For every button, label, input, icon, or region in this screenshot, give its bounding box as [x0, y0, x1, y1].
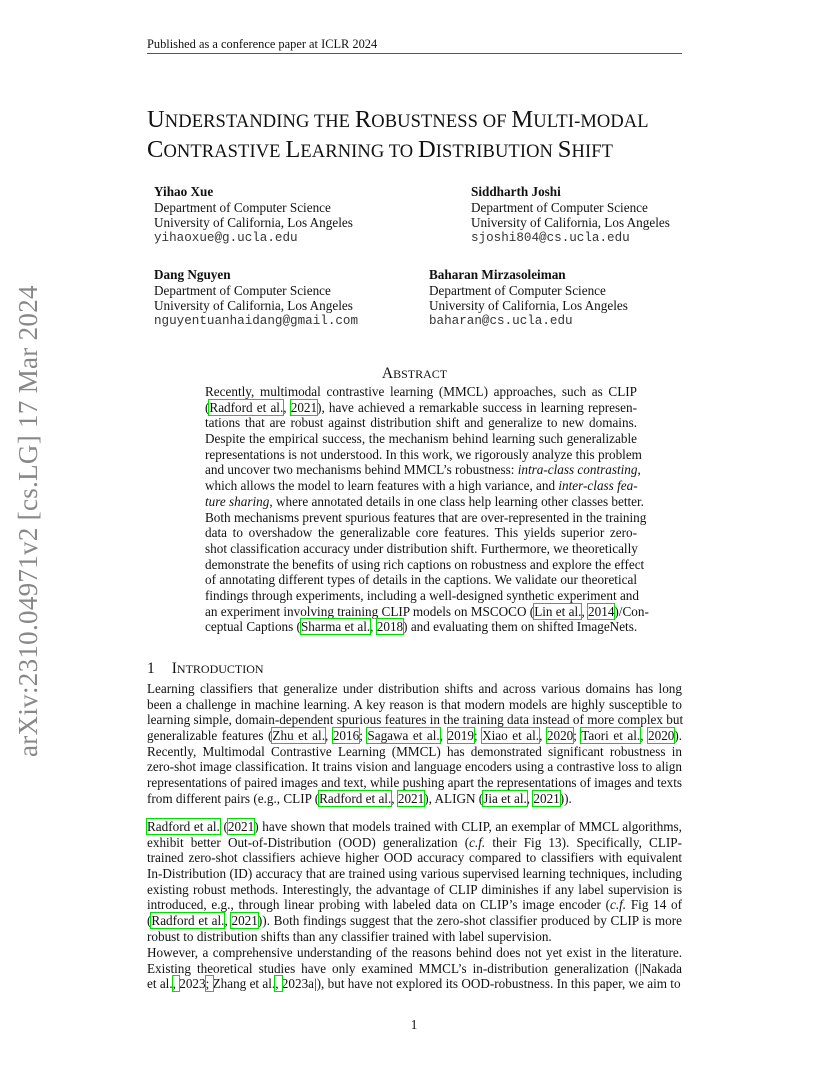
- page-number: 1: [410, 1017, 418, 1032]
- header-rule: [147, 53, 682, 54]
- title-smallcaps: OBUSTNESS OF: [371, 112, 512, 132]
- text-line: et al., 2023; Zhang et al., 2023a|), but have not explored its OOD-robustness. In this paper, we aim to: [147, 976, 681, 992]
- title-capital: U: [147, 106, 165, 133]
- section-title-cap: I: [171, 660, 177, 677]
- text-line: generalizable features (Zhu et al., 2016; Sagawa et al., 2019; Xiao et al., 2020; Taori et al., 2020).: [147, 728, 683, 744]
- text-line: Both mechanisms prevent spurious features that are over-represented in the training: [205, 509, 647, 525]
- title-line-2: [147, 136, 707, 166]
- text-line: Learning classifiers that generalize under distribution shifts and across various domains has long: [147, 681, 682, 696]
- text-line: Recently, multimodal contrastive learning (MMCL) approaches, such as CLIP: [205, 384, 637, 399]
- author-block: [154, 184, 353, 246]
- text-line: ceptual Captions (Sharma et al., 2018) and evaluating them on shifted ImageNets.: [205, 619, 638, 635]
- section-title-rest: NTRODUCTION: [176, 662, 264, 676]
- running-header: Published as a conference paper at ICLR 2024: [147, 37, 378, 51]
- author-email[interactable]: baharan@cs.ucla.edu: [429, 313, 573, 328]
- citation-link[interactable]: ;: [205, 976, 213, 992]
- author-department: Department of Computer Science: [429, 282, 606, 298]
- text-line: Existing theoretical studies have only examined MMCL’s in-distribution generalization (|Nakada: [147, 960, 682, 976]
- italic-text: c.f.: [469, 834, 486, 850]
- paper-title: [147, 106, 707, 166]
- author-university: University of California, Los Angeles: [154, 215, 353, 231]
- citation-link[interactable]: Zhu et al.: [272, 728, 326, 744]
- citation-link[interactable]: 2016: [332, 728, 360, 744]
- citation-link[interactable]: Radford et al.: [209, 399, 284, 415]
- text-line: exhibit better Out-of-Distribution (OOD) generalization (c.f. their Fig 13). Specifically, CLIP-: [147, 834, 682, 850]
- title-smallcaps: HIFT: [571, 142, 613, 162]
- citation-link[interactable]: Radford et al.: [151, 913, 225, 929]
- italic-text: ture sharing: [205, 493, 270, 509]
- title-smallcaps: NDERSTANDING THE: [164, 112, 355, 132]
- abstract-heading: [147, 365, 682, 383]
- text-line: However, a comprehensive understanding of the reasons behind does not yet exist in the literature.: [147, 945, 682, 960]
- italic-text: inter-class fea-: [558, 478, 638, 494]
- citation-link[interactable]: Taori et al.: [581, 728, 641, 744]
- arxiv-stamp: arXiv:2310.04971v2 [cs.LG] 17 Mar 2024: [13, 285, 43, 757]
- intro-paragraph-1: [147, 681, 682, 807]
- author-name: Yihao Xue: [154, 184, 214, 199]
- author-department: Department of Computer Science: [154, 199, 331, 215]
- text-line: and uncover two mechanisms behind MMCL’s robustness: intra-class contrasting,: [205, 462, 641, 478]
- text-line: ture sharing, where annotated details in one class help learning other classes better.: [205, 493, 644, 509]
- citation-link[interactable]: 2021: [533, 790, 560, 806]
- text-line: representations is not understood. In this work, we rigorously analyze this problem: [205, 446, 642, 462]
- text-line: an experiment involving training CLIP models on MSCOCO (Lin et al., 2014)/Con-: [205, 603, 649, 619]
- author-email[interactable]: nguyentuanhaidang@gmail.com: [154, 313, 359, 328]
- citation-link[interactable]: 2020: [648, 728, 675, 744]
- text-line: (Radford et al., 2021)). Both findings suggest that the zero-shot classifier produced by CLIP is more: [147, 913, 683, 929]
- author-block: [471, 184, 670, 246]
- citation-link[interactable]: 2018: [376, 619, 404, 635]
- text-line: existing robust methods. Interestingly, the advantage of CLIP diminishes if any label supervision is: [147, 881, 682, 897]
- citation-link[interactable]: 2021: [227, 819, 255, 834]
- text-line: zero-shot image classification. It trains vision and language encoders using a contrastive loss to align: [147, 759, 682, 775]
- author-university: University of California, Los Angeles: [154, 298, 353, 314]
- citation-link[interactable]: 2019: [447, 728, 474, 744]
- citation-link[interactable]: Jia et al.: [483, 790, 527, 806]
- citation-link[interactable]: Sharma et al.: [300, 619, 371, 635]
- abstract-heading-rest: BSTRACT: [393, 367, 448, 381]
- text-line: demonstrate the benefits of using rich captions on robustness and explore the effect: [205, 556, 645, 572]
- text-line: of annotating different types of details in the captions. We validate our theoretical: [205, 572, 637, 588]
- title-capital: D: [417, 136, 436, 163]
- section-heading-introduction: [147, 660, 264, 678]
- italic-text: intra-class contrasting: [517, 462, 638, 478]
- text-line: Recently, Multimodal Contrastive Learning (MMCL) has demonstrated significant robustness in: [147, 743, 682, 759]
- citation-link[interactable]: Radford et al.: [319, 790, 392, 806]
- text-line: been a challenge in machine learning. A key reason is that modern models are highly susceptible to: [147, 696, 682, 712]
- author-department: Department of Computer Science: [471, 199, 648, 215]
- citation-link[interactable]: 2014: [588, 603, 615, 619]
- text-line: In-Distribution (ID) accuracy that are trained using various supervised learning techniques, including: [147, 866, 682, 882]
- intro-paragraph-3: [147, 945, 682, 992]
- title-smallcaps: EARNING TO: [300, 142, 418, 162]
- section-number: 1: [147, 660, 155, 677]
- author-department: Department of Computer Science: [154, 282, 331, 298]
- citation-link[interactable]: ,: [172, 976, 180, 992]
- text-line: tations that are robust against distribution shift and generalize to new domains.: [205, 415, 637, 431]
- title-smallcaps: ONTRASTIVE: [163, 142, 286, 162]
- abstract-body: [205, 384, 649, 635]
- citation-link[interactable]: 2021: [290, 399, 318, 415]
- title-line-1: [147, 106, 707, 136]
- text-line: data to overshadow the generalizable core features. This yields superior zero-: [205, 525, 637, 541]
- author-block: [154, 267, 358, 329]
- citation-link[interactable]: Sagawa et al.: [367, 728, 440, 744]
- italic-text: c.f.: [609, 897, 627, 913]
- author-block: [429, 267, 628, 329]
- text-line: representations of paired images and text, while pushing apart the representations of images and texts: [147, 775, 683, 791]
- text-line: findings through experiments, including a well-designed synthetic experiment and: [205, 587, 639, 603]
- text-line: learning simple, domain-dependent spurious features in the training data instead of more complex but: [147, 712, 684, 728]
- text-line: Radford et al. (2021) have shown that models trained with CLIP, an exemplar of MMCL algorithms,: [147, 819, 682, 834]
- text-line: introduced, e.g., through linear probing with labeled data on CLIP’s image encoder (c.f. Fig 14 of: [147, 897, 682, 913]
- author-university: University of California, Los Angeles: [429, 298, 628, 314]
- title-smallcaps: ISTRIBUTION: [435, 142, 558, 162]
- citation-link[interactable]: 2021: [231, 913, 258, 929]
- citation-link[interactable]: Radford et al.: [147, 819, 220, 834]
- text-line: which allows the model to learn features with a high variance, and inter-class fea-: [205, 478, 638, 494]
- citation-link[interactable]: Xiao et al.: [482, 728, 540, 744]
- citation-link[interactable]: Lin et al.: [534, 603, 582, 619]
- text-line: (Radford et al., 2021), have achieved a remarkable success in learning represen-: [205, 399, 637, 415]
- author-email[interactable]: sjoshi804@cs.ucla.edu: [471, 230, 630, 245]
- citation-link[interactable]: 2021: [397, 790, 425, 806]
- author-university: University of California, Los Angeles: [471, 215, 670, 231]
- text-line: shot classification accuracy under distribution shift. Furthermore, we theoretically: [205, 540, 638, 556]
- title-capital: C: [147, 136, 164, 163]
- title-capital: L: [285, 136, 301, 163]
- intro-paragraph-2: [147, 819, 682, 945]
- author-name: Dang Nguyen: [154, 267, 231, 282]
- title-capital: S: [557, 136, 572, 163]
- text-line: trained zero-shot classifiers achieve higher OOD accuracy compared to classifiers with equivalent: [147, 850, 682, 866]
- title-capital: R: [354, 106, 372, 133]
- text-line: Despite the empirical success, the mechanism behind learning such generalizable: [205, 431, 637, 447]
- author-name: Siddharth Joshi: [471, 184, 561, 199]
- author-name: Baharan Mirzasoleiman: [429, 267, 566, 282]
- text-line: from different pairs (e.g., CLIP (Radford et al., 2021), ALIGN (Jia et al., 2021)).: [147, 790, 572, 806]
- citation-link[interactable]: 2020: [546, 728, 574, 744]
- author-email[interactable]: yihaoxue@g.ucla.edu: [154, 230, 298, 245]
- text-line: robust to distribution shifts than any classifier trained with label supervision.: [147, 928, 552, 944]
- title-capital: M: [511, 106, 534, 133]
- abstract-heading-cap: A: [381, 365, 394, 382]
- citation-link[interactable]: ,: [275, 976, 282, 992]
- title-smallcaps: ULTI-MODAL: [533, 112, 649, 132]
